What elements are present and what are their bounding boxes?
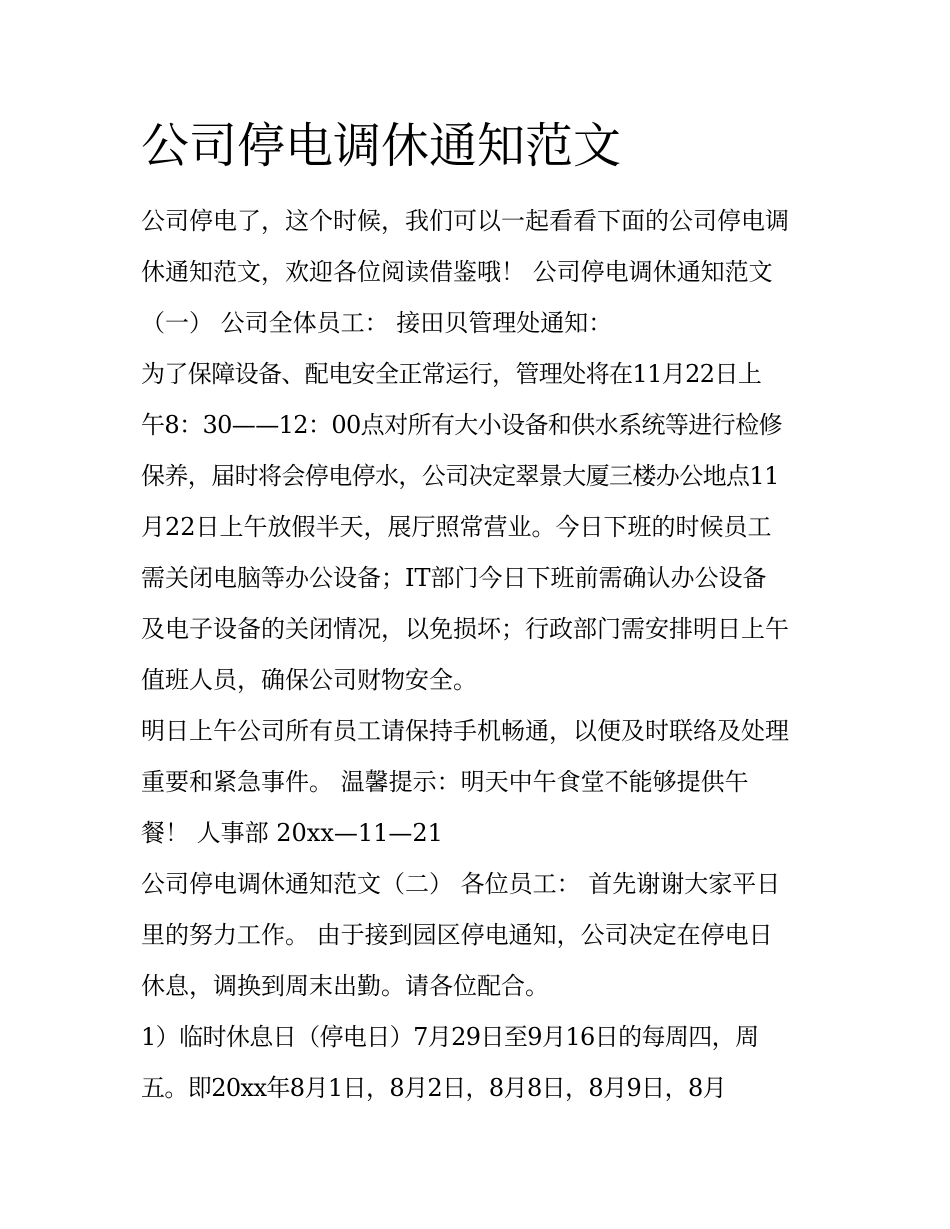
body-line-17: 1）临时休息日（停电日）7月29日至9月16日的每周四，周 [141,1023,759,1051]
body-line-8: 需关闭电脑等办公设备；IT部门今日下班前需确认办公设备 [141,564,767,592]
document-body [141,196,841,1114]
body-line-3: （一） 公司全体员工： 接田贝管理处通知： [141,309,613,337]
body-line-15: 里的努力工作。 由于接到园区停电通知，公司决定在停电日 [141,921,773,949]
body-line-14: 公司停电调休通知范文（二） 各位员工： 首先谢谢大家平日 [141,870,781,898]
body-line-10: 值班人员，确保公司财物安全。 [141,666,477,694]
body-line-6: 保养，届时将会停电停水，公司决定翠景大厦三楼办公地点11 [141,462,779,490]
body-line-12: 重要和紧急事件。 温馨提示：明天中午食堂不能够提供午 [141,768,749,796]
body-line-11: 明日上午公司所有员工请保持手机畅通，以便及时联络及处理 [141,717,789,745]
body-line-4: 为了保障设备、配电安全正常运行，管理处将在11月22日上 [141,360,762,388]
body-line-2: 休通知范文，欢迎各位阅读借鉴哦！ 公司停电调休通知范文 [141,258,773,286]
body-line-5: 午8：30——12：00点对所有大小设备和供水系统等进行检修 [141,411,782,439]
body-line-9: 及电子设备的关闭情况，以免损坏；行政部门需安排明日上午 [141,615,789,643]
body-line-16: 休息，调换到周末出勤。请各位配合。 [141,972,549,1000]
document-title: 公司停电调休通知范文 [141,118,622,174]
body-line-13: 餐！ 人事部 20xx—11—21 [141,819,443,847]
body-line-7: 月22日上午放假半天，展厅照常营业。今日下班的时候员工 [141,513,772,541]
body-line-18: 五。即20xx年8月1日，8月2日，8月8日，8月9日，8月 [141,1074,727,1102]
body-line-1: 公司停电了，这个时候，我们可以一起看看下面的公司停电调 [141,207,789,235]
